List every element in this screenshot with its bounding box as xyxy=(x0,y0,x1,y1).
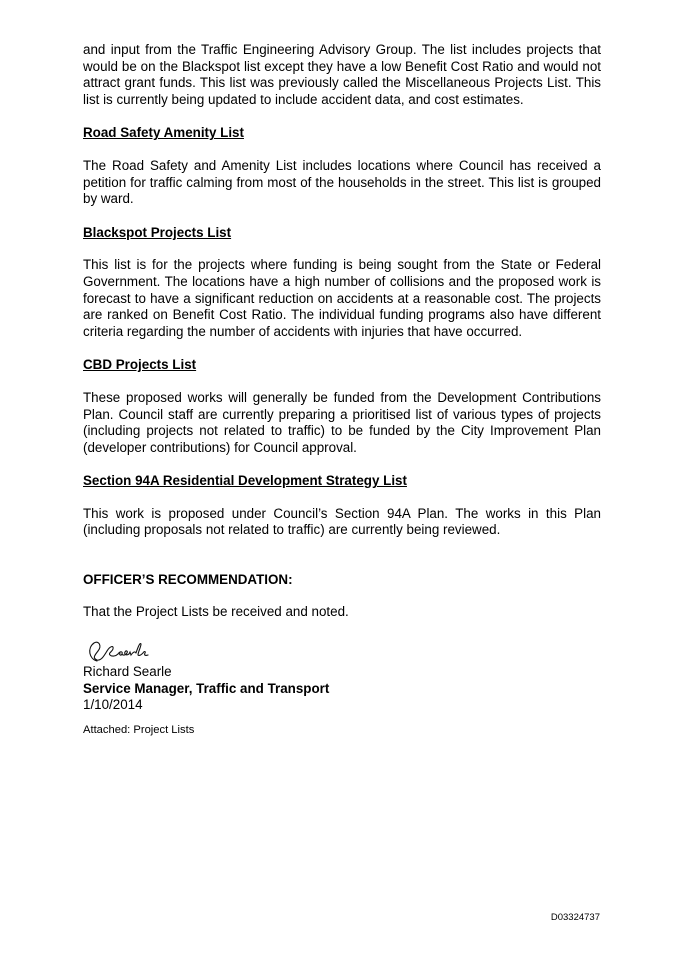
document-reference: D03324737 xyxy=(550,912,600,923)
recommendation-text: That the Project Lists be received and noted. xyxy=(83,603,349,619)
handwritten-signature xyxy=(83,634,163,664)
signatory-name: Richard Searle xyxy=(83,664,172,680)
section-heading-cbd: CBD Projects List xyxy=(83,357,197,373)
document-body xyxy=(83,42,601,737)
section-heading-road-safety: Road Safety Amenity List xyxy=(83,125,244,141)
signatory-position: Service Manager, Traffic and Transport xyxy=(83,680,330,696)
section-body-cbd: These proposed works will generally be funded from the Development Contributions Plan. Council staff are currently preparing a prioritised list of various types of projects (including projects not related to traffic) to be funded by the City Improvement Plan (developer contributions) for Council approval. xyxy=(83,389,601,455)
recommendation-title: OFFICER’S RECOMMENDATION: xyxy=(83,572,293,588)
section-heading-blackspot: Blackspot Projects List xyxy=(83,224,232,240)
attachments-note: Attached: Project Lists xyxy=(83,724,195,737)
section-heading-section-94a: Section 94A Residential Development Strategy List xyxy=(83,473,407,489)
section-body-section-94a: This work is proposed under Council’s Section 94A Plan. The works in this Plan (including proposals not related to traffic) are currently being reviewed. xyxy=(83,505,601,538)
signoff-date: 1/10/2014 xyxy=(83,697,143,713)
section-body-blackspot: This list is for the projects where funding is being sought from the State or Federal Government. The locations have a high number of collisions and the proposed work is forecast to have a significant reduction on accidents at a reasonable cost. The projects are ranked on Benefit Cost Ratio. The individual funding programs also have different criteria regarding the number of accidents with injuries that have occurred. xyxy=(83,257,601,339)
intro-paragraph: and input from the Traffic Engineering Advisory Group. The list includes projects that would be on the Blackspot list except they have a low Benefit Cost Ratio and would not attract grant funds. This list was previously called the Miscellaneous Projects List. This list is currently being updated to include accident data, and cost estimates. xyxy=(83,42,601,107)
section-body-road-safety: The Road Safety and Amenity List includes locations where Council has received a petition for traffic calming from most of the households in the street. This list is grouped by ward. xyxy=(83,157,601,207)
